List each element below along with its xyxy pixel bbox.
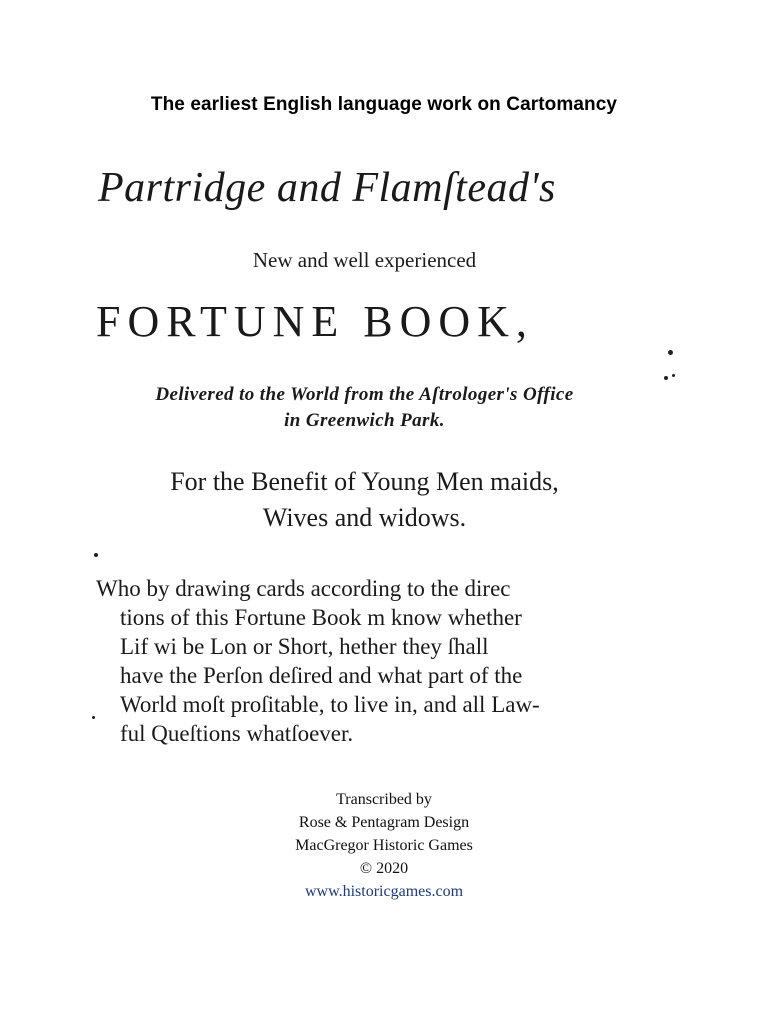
delivered-line: in Greenwich Park. bbox=[284, 410, 445, 431]
credits-publisher: MacGregor Historic Games bbox=[295, 837, 473, 854]
scan-speck bbox=[664, 376, 668, 380]
scan-title: Partridge and Flamſtead's bbox=[98, 165, 556, 211]
scan-body-paragraph bbox=[96, 574, 631, 748]
body-line: tions of this Fortune Book m know whether bbox=[120, 605, 522, 630]
scan-speck bbox=[94, 553, 98, 557]
body-line: Who by drawing cards according to the direc bbox=[96, 576, 511, 601]
scanned-title-page bbox=[92, 160, 637, 760]
scan-subtitle: New and well experienced bbox=[252, 248, 477, 272]
benefit-line: For the Benefit of Young Men maids, bbox=[170, 467, 559, 496]
delivered-line: Delivered to the World from the Aſtrologer's Office bbox=[155, 384, 574, 405]
benefit-line: Wives and widows. bbox=[262, 503, 467, 532]
scan-speck bbox=[92, 716, 95, 719]
scan-speck bbox=[672, 374, 675, 377]
page-heading: The earliest English language work on Cartomancy bbox=[150, 94, 618, 115]
body-line: Lif wi be Lon or Short, hether they ſhall bbox=[120, 634, 489, 659]
body-line: have the Perſon deſired and what part of the bbox=[120, 663, 523, 688]
scan-main-title: FORTUNE BOOK, bbox=[96, 297, 534, 346]
body-line: ful Queſtions whatſoever. bbox=[120, 721, 354, 746]
scan-delivered-block bbox=[92, 382, 637, 434]
body-line: World moſt proſitable, to live in, and all Law- bbox=[120, 692, 540, 717]
credits-designer: Rose & Pentagram Design bbox=[298, 814, 470, 831]
scan-benefit-block bbox=[92, 464, 637, 536]
credits-transcribed-by: Transcribed by bbox=[336, 791, 432, 808]
credits-copyright: © 2020 bbox=[359, 860, 409, 877]
credits-block bbox=[0, 788, 768, 903]
scan-speck bbox=[668, 350, 673, 355]
website-link[interactable]: www.historicgames.com bbox=[304, 883, 464, 900]
